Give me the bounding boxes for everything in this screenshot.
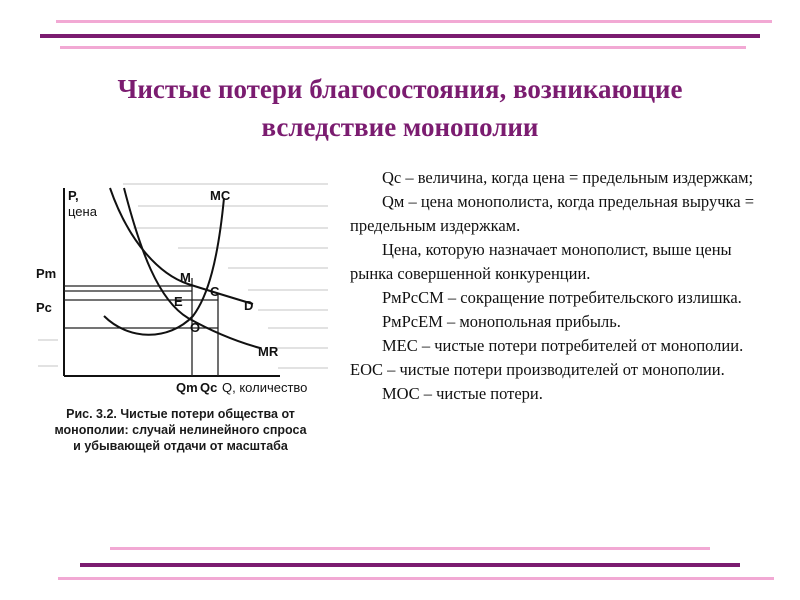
note-consumer-surplus: PмPcCM – сокращение потребительского излишка. xyxy=(382,288,742,307)
point-e-label: E xyxy=(174,294,183,309)
demand-label: D xyxy=(244,298,254,313)
bottom-purple-rule xyxy=(80,563,740,567)
figure-caption xyxy=(38,406,323,454)
title-line-2: вследствие монополии xyxy=(261,112,539,142)
point-c-label: C xyxy=(210,284,220,299)
qc-label: Qc xyxy=(200,380,218,395)
caption-line-3: и убывающей отдачи от масштаба xyxy=(73,439,288,453)
explanation-text xyxy=(350,166,765,406)
note-consumer-producer-loss: MEC – чистые потери потребителей от монополии. EOC – чистые потери производителей от монополии. xyxy=(350,336,744,379)
mr-label: MR xyxy=(258,344,279,359)
pc-label: Pc xyxy=(36,300,52,315)
note-price: Цена, которую назначает монополист, выше цены рынка совершенной конкуренции. xyxy=(350,240,732,283)
note-qc: Qc – величина, когда цена = предельным издержкам; xyxy=(382,168,754,187)
mc-label: MC xyxy=(210,188,231,203)
top-pink-rule-2 xyxy=(60,46,746,49)
bottom-pink-rule-2 xyxy=(58,577,774,580)
pm-label: Pm xyxy=(36,266,57,281)
y-axis-label: P, xyxy=(68,188,79,203)
x-axis-label: Q, количество xyxy=(222,380,308,395)
title-line-1: Чистые потери благосостояния, возникающие xyxy=(117,74,683,104)
point-m-label: M xyxy=(180,270,191,285)
note-total-loss: MOC – чистые потери. xyxy=(382,384,543,403)
qm-label: Qm xyxy=(176,380,198,395)
point-o-label: O xyxy=(190,320,201,335)
y-axis-sublabel: цена xyxy=(68,204,97,219)
caption-line-1: Рис. 3.2. Чистые потери общества от xyxy=(66,407,295,421)
caption-line-2: монополии: случай нелинейного спроса xyxy=(54,423,307,437)
bottom-pink-rule xyxy=(110,547,710,550)
diagram-svg xyxy=(28,170,338,410)
top-pink-rule xyxy=(56,20,772,23)
slide-title xyxy=(30,70,770,146)
note-qm: Qм – цена монополиста, когда предельная выручка = предельным издержкам. xyxy=(350,192,755,235)
top-purple-rule xyxy=(40,34,760,38)
note-monopoly-profit: PмPcEM – монопольная прибыль. xyxy=(382,312,621,331)
